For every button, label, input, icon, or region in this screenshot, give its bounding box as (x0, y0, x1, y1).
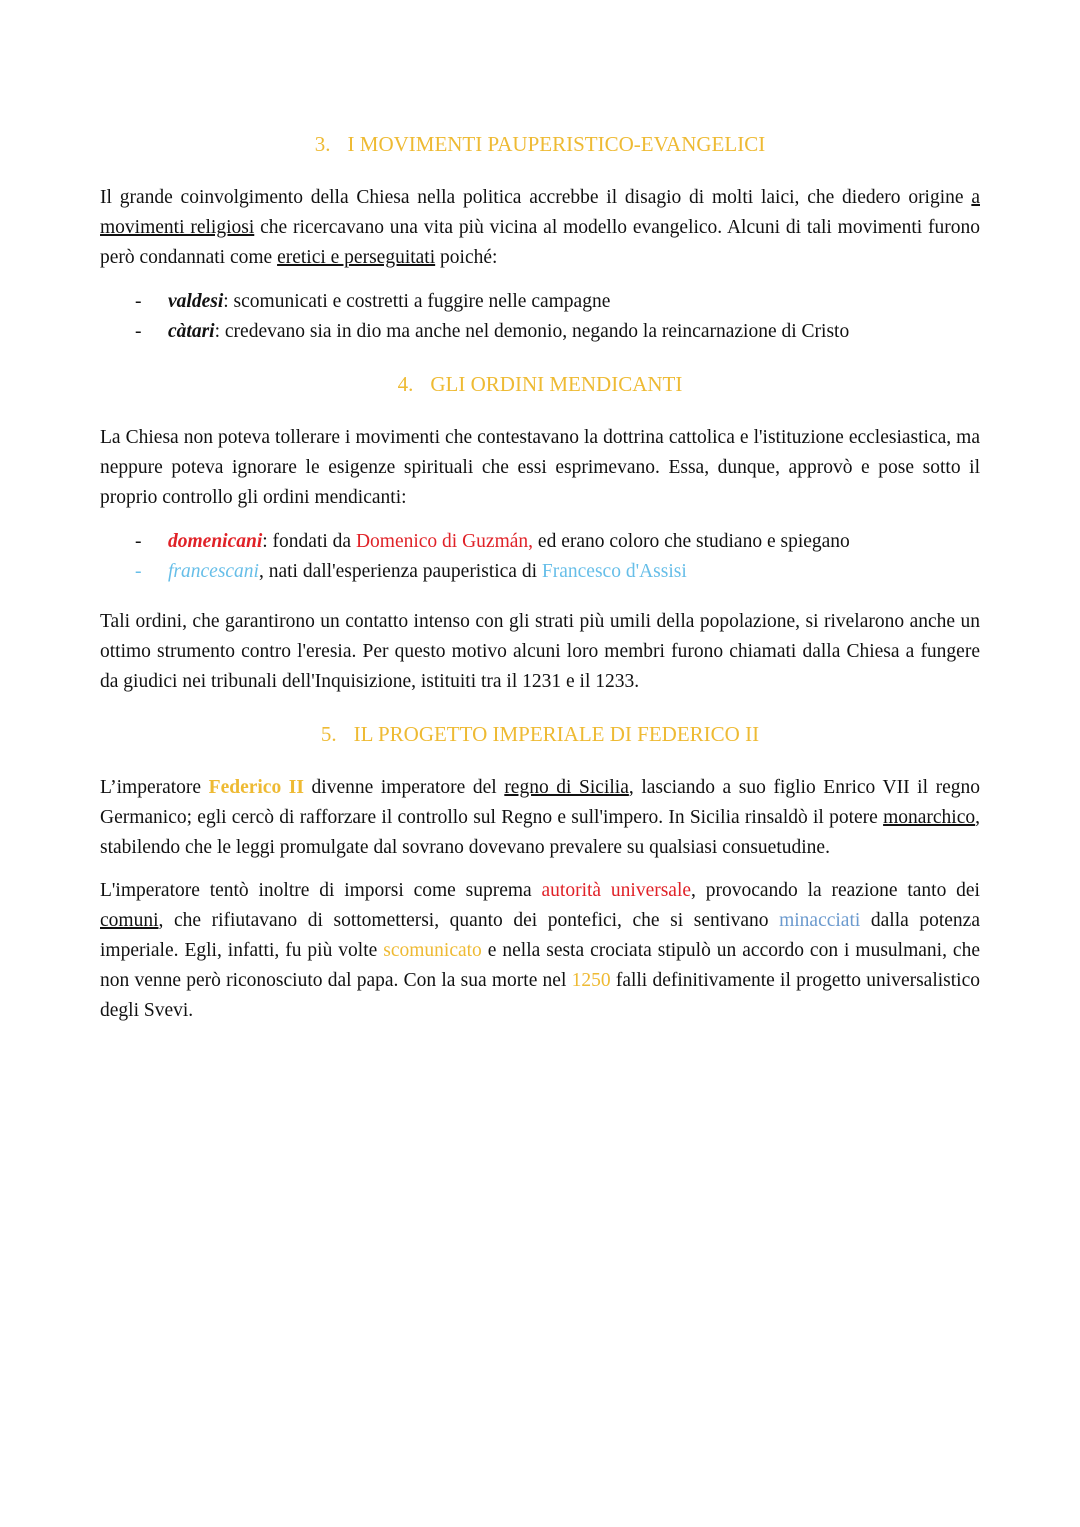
paragraph-autorita-universale (100, 876, 980, 1026)
list-dash-marker: - (135, 531, 142, 552)
paragraph-federico-sicilia (100, 773, 980, 863)
list-item-text-catari (168, 317, 980, 347)
text-run-plain: La Chiesa non poteva tollerare i movimenti che contestavano la dottrina cattolica e l'istituzione ecclesiastica, ma neppure poteva ignorare le esigenze spirituali che essi esprimevano. Essa, dunque, approvò e pose sotto il proprio controllo gli ordini mendicanti: (100, 427, 980, 508)
text-run-steel: minacciati (779, 910, 861, 931)
text-run-gold: 1250 (571, 970, 611, 991)
text-run-plain: , nati dall'esperienza pauperistica di (258, 561, 542, 582)
text-run-u: monarchico (883, 807, 976, 828)
text-run-plain: L’imperatore (100, 777, 209, 798)
text-run-plain: : scomunicati e costretti a fuggire nelle campagne (223, 291, 611, 312)
text-run-plain: poiché: (435, 247, 498, 268)
text-run-gold: scomunicato (383, 940, 482, 961)
section-number-3: 3. (314, 132, 331, 156)
section-title-4: GLI ORDINI MENDICANTI (430, 372, 683, 396)
text-run-plain: divenne imperatore del (303, 777, 505, 798)
section-title-3: I MOVIMENTI PAUPERISTICO-EVANGELICI (347, 132, 766, 156)
text-run-u: eretici e perseguitati (277, 247, 436, 268)
text-run-plain: , lasciando a suo figlio Enrico VII il regno Germanico; egli cercò di rafforzare il controllo sul Regno e sull'impero. In Sicilia rinsaldò il potere (100, 777, 980, 828)
list-item-domenicani (100, 527, 980, 557)
text-run-plain: : credevano sia in dio ma anche nel demonio, negando la reincarnazione di Cristo (214, 321, 850, 342)
list-movimenti-eretici (100, 287, 980, 347)
list-dash-marker: - (135, 291, 142, 312)
text-run-plain: che ricercavano una vita più vicina al modello evangelico. Alcuni di tali movimenti furono però condannati come (100, 217, 980, 268)
text-run-plain: Tali ordini, che garantirono un contatto intenso con gli strati più umili della popolazione, si rivelarono anche un ottimo strumento contro l'eresia. Per questo motivo alcuni loro membri furono chiamati dalla Chiesa a fungere da giudici nei tribunali dell'Inquisizione, istituiti tra il 1231 e il 1233. (100, 611, 980, 692)
text-run-plain: : fondati da (262, 531, 356, 552)
text-run-blue: Francesco d'Assisi (541, 561, 687, 582)
section-heading-3 (100, 131, 980, 158)
section-number-4: 4. (397, 372, 414, 396)
list-item-francescani (100, 557, 980, 587)
section-title-5: IL PROGETTO IMPERIALE DI FEDERICO II (353, 722, 760, 746)
text-run-red: Domenico di Guzmán, (355, 531, 534, 552)
list-item-text-valdesi (168, 287, 980, 317)
section-heading-5 (100, 721, 980, 748)
list-item-text-francescani (168, 557, 980, 587)
text-run-u: comuni (100, 910, 159, 931)
text-run-iblue: francescani (168, 561, 259, 582)
text-run-goldb: Federico II (208, 777, 304, 798)
section-number-5: 5. (320, 722, 337, 746)
text-run-plain: L'imperatore tentò inoltre di imporsi come suprema (100, 880, 542, 901)
text-run-bi: càtari (168, 321, 215, 342)
paragraph-chiesa-politica (100, 183, 980, 273)
list-item-catari (100, 317, 980, 347)
text-run-plain: , provocando la reazione tanto dei (691, 880, 980, 901)
text-run-u: a movimenti religiosi (100, 187, 980, 238)
list-item-text-domenicani (168, 527, 980, 557)
text-run-u: regno di Sicilia (504, 777, 629, 798)
text-run-plain: dalla potenza imperiale. Egli, infatti, fu più volte (100, 910, 980, 961)
list-ordini-mendicanti (100, 527, 980, 587)
paragraph-tali-ordini (100, 607, 980, 697)
list-dash-marker: - (135, 321, 142, 342)
text-run-plain: , che rifiutavano di sottomettersi, quanto dei pontefici, che si sentivano (158, 910, 780, 931)
paragraph-chiesa-ordini (100, 423, 980, 513)
text-run-red: autorità universale (541, 880, 692, 901)
list-dash-marker: - (135, 561, 142, 582)
text-run-plain: falli definitivamente il progetto universalistico degli Svevi. (100, 970, 980, 1021)
text-run-plain: ed erano coloro che studiano e spiegano (533, 531, 850, 552)
text-run-plain: Il grande coinvolgimento della Chiesa nella politica accrebbe il disagio di molti laici, che diedero origine (100, 187, 972, 208)
section-heading-4 (100, 371, 980, 398)
text-run-plain: e nella sesta crociata stipulò un accordo con i musulmani, che non venne però riconosciuto dal papa. Con la sua morte nel (100, 940, 980, 991)
list-item-valdesi (100, 287, 980, 317)
text-run-plain: , stabilendo che le leggi promulgate dal sovrano dovevano prevalere su qualsiasi consuetudine. (100, 807, 980, 858)
text-run-bi: valdesi (168, 291, 224, 312)
text-run-bired: domenicani (168, 531, 263, 552)
